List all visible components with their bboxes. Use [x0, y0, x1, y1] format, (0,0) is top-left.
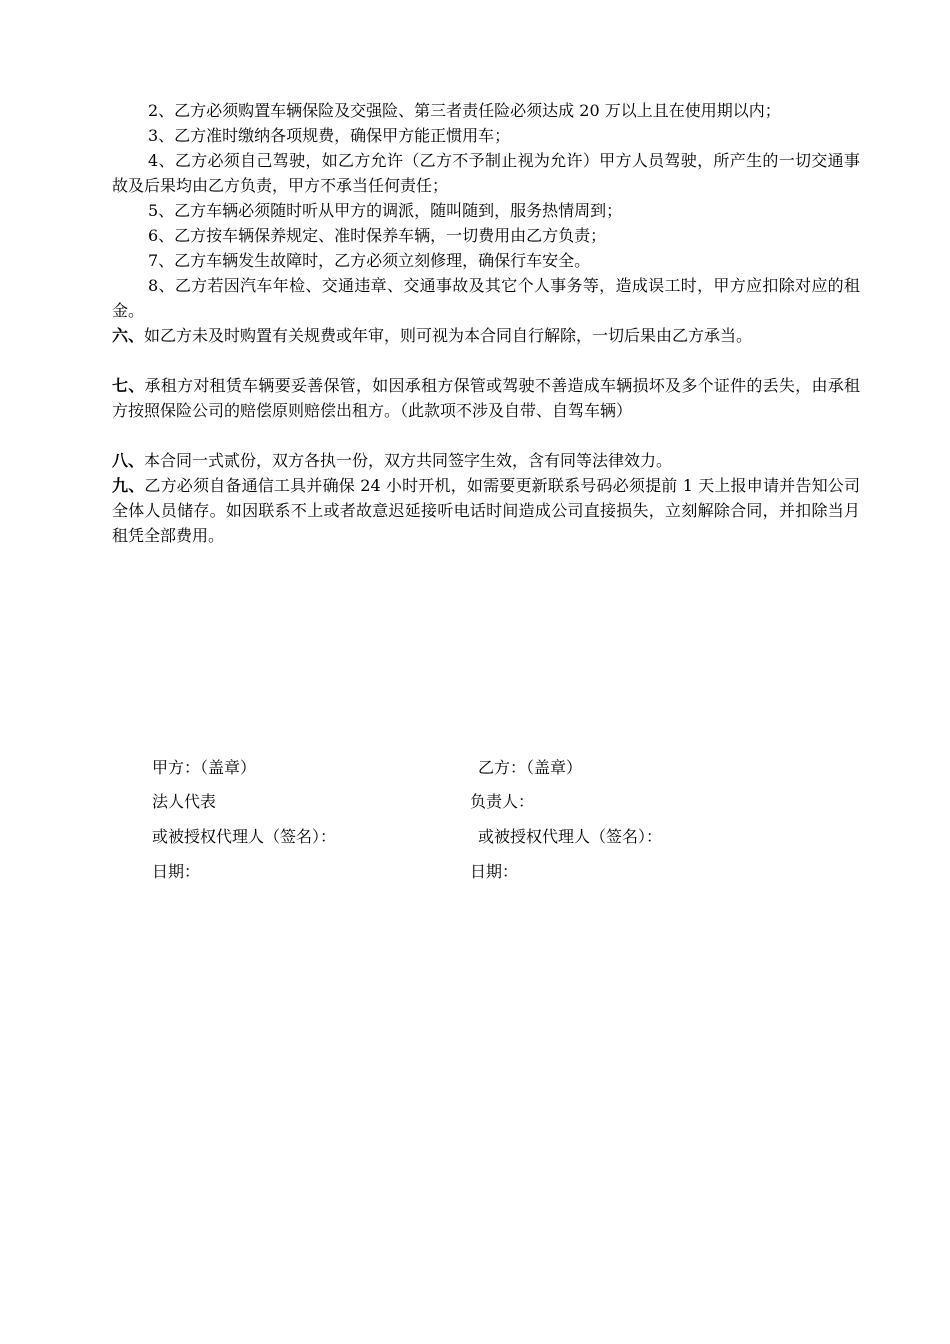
article-eight: [112, 448, 860, 473]
party-a-seal-label: 甲方：（盖章）: [152, 758, 257, 777]
clause-5-5: 5、乙方车辆必须随时听从甲方的调派，随叫随到，服务热情周到；: [148, 201, 623, 220]
party-b-agent-label: 或被授权代理人（签名）：: [478, 827, 663, 846]
contract-body: [112, 98, 860, 548]
article-seven-number: 七、: [112, 376, 145, 395]
party-b-seal-label: 乙方：（盖章）: [478, 758, 583, 777]
article-seven: [112, 373, 860, 423]
clause-5-3: 3、乙方准时缴纳各项规费，确保甲方能正惯用车；: [148, 126, 511, 145]
article-six: [112, 323, 860, 348]
article-nine-number: 九、: [112, 476, 145, 495]
article-seven-text: 承租方对租赁车辆要妥善保管，如因承租方保管或驾驶不善造成车辆损坏及多个证件的丢失，由承租方按照保险公司的赔偿原则赔偿出租方。（此款项不涉及自带、自驾车辆）: [112, 376, 860, 420]
party-b-date-label: 日期：: [470, 862, 519, 881]
party-a-date-label: 日期：: [152, 862, 201, 881]
article-nine-text: 乙方必须自备通信工具并确保 24 小时开机，如需要更新联系号码必须提前 1 天上报申请并告知公司全体人员储存。如因联系不上或者故意迟延接听电话时间造成公司直接损失，立刻解除合同，并扣除当月租凭全部费用。: [112, 476, 860, 545]
article-six-number: 六、: [112, 326, 145, 345]
party-b-responsible-label: 负责人：: [470, 792, 535, 811]
article-nine: [112, 473, 860, 548]
party-a-agent-label: 或被授权代理人（签名）：: [152, 827, 337, 846]
clause-5-7: 7、乙方车辆发生故障时，乙方必须立刻修理，确保行车安全。: [148, 251, 591, 270]
clause-5-6: 6、乙方按车辆保养规定、准时保养车辆，一切费用由乙方负责；: [148, 226, 607, 245]
clause-5-2: 2、乙方必须购置车辆保险及交强险、第三者责任险必须达成 20 万以上且在使用期以内；: [148, 101, 781, 120]
party-a-legal-rep-label: 法人代表: [152, 792, 217, 811]
clause-5-8: 8、乙方若因汽车年检、交通违章、交通事故及其它个人事务等，造成误工时，甲方应扣除对应的租金。: [112, 276, 860, 320]
article-eight-text: 本合同一式贰份，双方各执一份，双方共同签字生效，含有同等法律效力。: [144, 451, 673, 470]
article-six-text: 如乙方未及时购置有关规费或年审，则可视为本合同自行解除，一切后果由乙方承当。: [144, 326, 753, 345]
clause-5-4: 4、乙方必须自己驾驶，如乙方允许（乙方不予制止视为允许）甲方人员驾驶，所产生的一切交通事故及后果均由乙方负责，甲方不承当任何责任；: [112, 151, 860, 195]
article-eight-number: 八、: [112, 451, 145, 470]
